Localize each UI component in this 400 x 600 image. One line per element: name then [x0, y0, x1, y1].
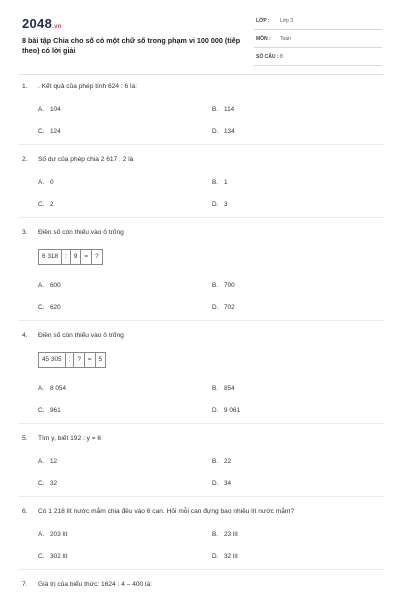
option-letter: A.: [38, 282, 45, 289]
option-letter: C.: [38, 304, 45, 311]
option-text: 8 054: [50, 385, 66, 392]
meta-row-class: [254, 16, 382, 30]
question-5: [22, 432, 382, 497]
question-text: Điền số còn thiếu vào ô trống: [38, 332, 124, 339]
question-text: Tìm y, biết 192 : y = 6: [38, 435, 102, 442]
option-c[interactable]: [38, 128, 61, 135]
option-letter: C.: [38, 480, 45, 487]
option-c[interactable]: [38, 407, 61, 414]
option-d[interactable]: [212, 553, 238, 560]
equation-cell: 6 318: [39, 250, 62, 264]
question-number: 4.: [22, 332, 28, 339]
equation-cell: 9: [71, 250, 82, 264]
question-text: . Kết quả của phép tính 624 : 6 là:: [38, 83, 137, 90]
question-divider: [18, 217, 384, 218]
option-b[interactable]: [212, 282, 235, 289]
question-number: 7.: [22, 581, 28, 588]
option-text: 32: [50, 480, 58, 487]
document-header: [22, 14, 382, 70]
option-d[interactable]: [212, 304, 235, 311]
option-b[interactable]: [212, 106, 234, 113]
option-a[interactable]: [38, 179, 54, 186]
question-divider: [18, 569, 384, 570]
option-text: 12: [50, 458, 58, 465]
question-stem: [22, 226, 382, 240]
option-letter: D.: [212, 304, 219, 311]
equation-cell: :: [66, 353, 75, 367]
equation-cell: =: [85, 353, 96, 367]
question-4: [22, 329, 382, 424]
question-number: 2.: [22, 156, 28, 163]
option-letter: B.: [212, 106, 219, 113]
question-divider: [18, 423, 384, 424]
question-number: 1.: [22, 83, 28, 90]
option-a[interactable]: [38, 531, 67, 538]
option-a[interactable]: [38, 458, 57, 465]
question-list: [22, 80, 382, 592]
option-text: 2: [50, 201, 54, 208]
option-d[interactable]: [212, 407, 240, 414]
option-letter: C.: [38, 407, 45, 414]
option-text: 961: [50, 407, 61, 414]
option-c[interactable]: [38, 201, 54, 208]
header-divider: [18, 74, 384, 75]
question-1: [22, 80, 382, 145]
meta-value: Toán: [280, 36, 291, 42]
equation-box: [38, 352, 106, 368]
question-stem: [22, 432, 382, 446]
meta-label: MÔN :: [256, 36, 271, 42]
question-number: 6.: [22, 508, 28, 515]
option-b[interactable]: [212, 458, 231, 465]
question-text: Có 1 218 lít nước mắm chia đều vào 6 can. Hỏi mỗi can đựng bao nhiêu lít nước mắm?: [38, 508, 295, 515]
answer-options: [22, 167, 382, 211]
option-text: 0: [50, 179, 54, 186]
answer-options: [22, 373, 382, 417]
question-stem: [22, 578, 382, 592]
question-stem: [22, 153, 382, 167]
option-text: 104: [50, 106, 61, 113]
option-letter: D.: [212, 480, 219, 487]
option-text: 114: [224, 106, 235, 113]
question-text: Giá trị của biểu thức: 1624 : 4 – 400 là:: [38, 581, 153, 588]
option-text: 203 lít: [50, 531, 68, 538]
question-divider: [18, 496, 384, 497]
option-letter: D.: [212, 553, 219, 560]
answer-options: [22, 519, 382, 563]
question-number: 3.: [22, 229, 28, 236]
equation-cell-blank: ?: [74, 353, 85, 367]
option-letter: A.: [38, 458, 45, 465]
question-stem: [22, 329, 382, 343]
option-text: 23 lít: [224, 531, 238, 538]
question-stem: [22, 505, 382, 519]
site-logo[interactable]: [22, 16, 62, 31]
logo-text: 2048: [22, 16, 53, 31]
option-b[interactable]: [212, 531, 238, 538]
answer-options: [22, 446, 382, 490]
option-text: 22: [224, 458, 232, 465]
answer-options: [22, 94, 382, 138]
option-b[interactable]: [212, 385, 235, 392]
question-divider: [18, 320, 384, 321]
option-text: 1: [224, 179, 228, 186]
equation-box-row: [22, 240, 382, 270]
option-text: 854: [224, 385, 235, 392]
logo-suffix: .vn: [52, 24, 62, 30]
meta-value: 8: [280, 54, 283, 60]
meta-label: LỚP :: [256, 18, 270, 24]
question-7: [22, 578, 382, 592]
question-stem: [22, 80, 382, 94]
option-letter: D.: [212, 407, 219, 414]
meta-row-subject: [254, 34, 382, 48]
option-letter: A.: [38, 385, 45, 392]
question-divider: [18, 144, 384, 145]
answer-options: [22, 270, 382, 314]
option-letter: C.: [38, 201, 45, 208]
option-text: 124: [50, 128, 61, 135]
option-letter: A.: [38, 179, 45, 186]
equation-box: [38, 249, 103, 265]
equation-cell-blank: ?: [95, 253, 99, 260]
equation-cell: :: [62, 250, 71, 264]
option-d[interactable]: [212, 201, 228, 208]
option-a[interactable]: [38, 385, 66, 392]
question-number: 5.: [22, 435, 28, 442]
option-letter: B.: [212, 458, 219, 465]
option-letter: B.: [212, 385, 219, 392]
option-letter: D.: [212, 201, 219, 208]
option-d[interactable]: [212, 128, 235, 135]
option-text: 600: [50, 282, 61, 289]
option-letter: A.: [38, 531, 45, 538]
equation-cell: 45 305: [39, 353, 66, 367]
option-text: 3: [224, 201, 228, 208]
option-letter: C.: [38, 553, 45, 560]
option-text: 700: [224, 282, 235, 289]
equation-cell: =: [81, 250, 92, 264]
question-text: Số dư của phép chia 2 617 : 2 là: [38, 156, 134, 163]
page-title: 8 bài tập Chia cho số có một chữ số trong phạm vi 100 000 (tiếp theo) có lời giải: [22, 36, 241, 55]
meta-value: Lớp 3: [280, 18, 294, 24]
option-a[interactable]: [38, 106, 61, 113]
option-d[interactable]: [212, 480, 231, 487]
question-3: [22, 226, 382, 321]
option-letter: B.: [212, 531, 219, 538]
option-letter: B.: [212, 179, 219, 186]
option-c[interactable]: [38, 304, 61, 311]
meta-info: [254, 16, 382, 70]
option-c[interactable]: [38, 480, 57, 487]
option-c[interactable]: [38, 553, 67, 560]
option-text: 9 061: [224, 407, 240, 414]
equation-cell: 5: [98, 356, 103, 363]
equation-box-row: [22, 343, 382, 373]
option-text: 134: [224, 128, 235, 135]
option-text: 302 lít: [50, 553, 68, 560]
option-text: 32 lít: [224, 553, 238, 560]
meta-label: SỐ CÂU :: [256, 54, 279, 60]
option-text: 702: [224, 304, 235, 311]
question-2: [22, 153, 382, 218]
question-6: [22, 505, 382, 570]
option-text: 620: [50, 304, 61, 311]
question-text: Điền số còn thiếu vào ô trống: [38, 229, 124, 236]
option-b[interactable]: [212, 179, 228, 186]
option-letter: B.: [212, 282, 219, 289]
option-letter: D.: [212, 128, 219, 135]
option-letter: A.: [38, 106, 45, 113]
option-text: 34: [224, 480, 232, 487]
meta-row-count: [254, 52, 382, 66]
option-letter: C.: [38, 128, 45, 135]
option-a[interactable]: [38, 282, 61, 289]
